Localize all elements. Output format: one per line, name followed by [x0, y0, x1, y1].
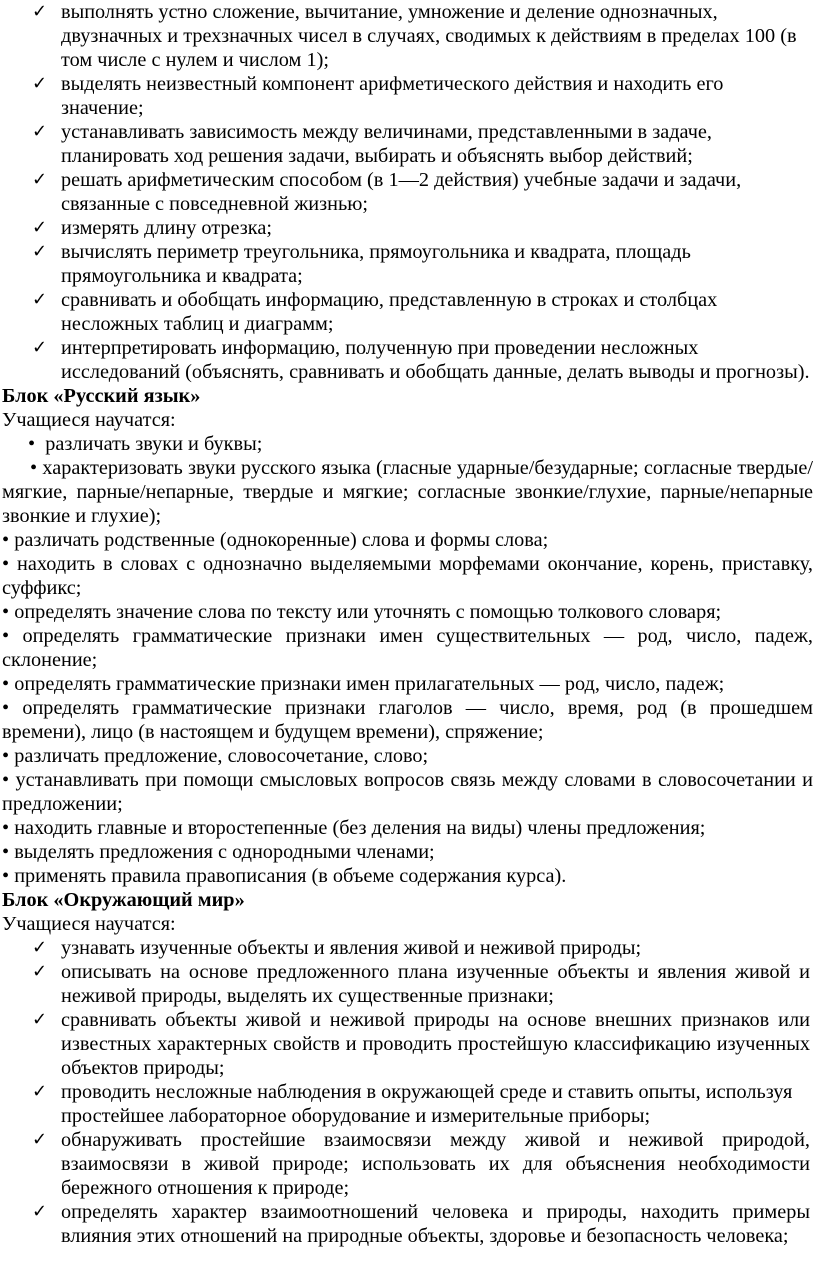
- check-mark-icon: ✓: [32, 961, 48, 982]
- bullet-icon: •: [2, 745, 10, 767]
- check-mark-icon: ✓: [32, 1081, 48, 1102]
- bullet-icon: •: [2, 625, 10, 647]
- check-mark-icon: ✓: [32, 1, 48, 22]
- check-mark-icon: ✓: [32, 1201, 48, 1222]
- section-heading-russian: Блок «Русский язык»: [2, 385, 201, 407]
- list-item: • различать звуки и буквы;: [28, 433, 263, 455]
- list-item: • применять правила правописания (в объеме содержания курса).: [2, 865, 567, 887]
- list-item: • находить главные и второстепенные (без деления на виды) члены предложения;: [2, 817, 706, 839]
- russian-skills-list: [0, 432, 816, 888]
- check-mark-icon: ✓: [32, 1129, 48, 1150]
- math-skills-list: [0, 0, 816, 384]
- list-item: • устанавливать при помощи смысловых вопросов связь между словами в словосочетании и предложении;: [2, 769, 813, 815]
- list-item: ✓ сравнивать объекты живой и неживой природы на основе внешних признаков или известных характерных свойств и проводить простейшую классификацию изученных объектов природы;: [32, 1009, 810, 1079]
- bullet-icon: •: [28, 433, 36, 455]
- check-mark-icon: ✓: [32, 937, 48, 958]
- check-mark-icon: ✓: [32, 1009, 48, 1030]
- check-mark-icon: ✓: [32, 289, 48, 310]
- list-item: • определять грамматические признаки глаголов — число, время, род (в прошедшем времени), лицо (в настоящем и будущем времени), спряжение;: [2, 697, 813, 743]
- list-item: • выделять предложения с однородными членами;: [2, 841, 435, 863]
- list-item: • определять грамматические признаки имен прилагательных — род, число, падеж;: [2, 673, 725, 695]
- bullet-icon: •: [30, 457, 38, 479]
- bullet-icon: •: [2, 841, 10, 863]
- section-intro-russian: Учащиеся научатся:: [2, 409, 176, 431]
- list-item: ✓ выделять неизвестный компонент арифметического действия и находить его значение;: [32, 73, 724, 119]
- list-item: ✓ обнаруживать простейшие взаимосвязи между живой и неживой природой, взаимосвязи в живой природе; использовать их для объяснения необходимости бережного отношения к природе;: [32, 1129, 810, 1199]
- list-item: ✓ измерять длину отрезка;: [32, 217, 272, 239]
- bullet-icon: •: [2, 697, 10, 719]
- bullet-icon: •: [2, 865, 10, 887]
- world-skills-list: [0, 936, 816, 1248]
- bullet-icon: •: [2, 601, 10, 623]
- list-item: ✓ вычислять периметр треугольника, прямоугольника и квадрата, площадь прямоугольника и квадрата;: [32, 241, 691, 287]
- list-item: ✓ узнавать изученные объекты и явления живой и неживой природы;: [32, 937, 642, 959]
- check-mark-icon: ✓: [32, 217, 48, 238]
- list-item: ✓ описывать на основе предложенного плана изученные объекты и явления живой и неживой природы, выделять их существенные признаки;: [32, 961, 810, 1007]
- check-mark-icon: ✓: [32, 121, 48, 142]
- list-item: ✓ устанавливать зависимость между величинами, представленными в задаче, планировать ход решения задачи, выбирать и объяснять выбор действий;: [32, 121, 712, 167]
- bullet-icon: •: [2, 529, 10, 551]
- list-item: ✓ определять характер взаимоотношений человека и природы, находить примеры влияния этих отношений на природные объекты, здоровье и безопасность человека;: [32, 1201, 810, 1247]
- list-item: • характеризовать звуки русского языка (гласные ударные/безударные; согласные твердые/мягкие, парные/непарные, твердые и мягкие; согласные звонкие/глухие, парные/непарные звонкие и глухие);: [2, 457, 813, 527]
- list-item: • определять значение слова по тексту или уточнять с помощью толкового словаря;: [2, 601, 722, 623]
- list-item: • различать предложение, словосочетание, слово;: [2, 745, 429, 767]
- check-mark-icon: ✓: [32, 337, 48, 358]
- section-heading-world: Блок «Окружающий мир»: [2, 889, 245, 911]
- list-item: ✓ интерпретировать информацию, полученную при проведении несложных исследований (объяснять, сравнивать и обобщать данные, делать выводы и прогнозы).: [32, 337, 810, 383]
- list-item: ✓ решать арифметическим способом (в 1—2 действия) учебные задачи и задачи, связанные с повседневной жизнью;: [32, 169, 742, 215]
- list-item: ✓ сравнивать и обобщать информацию, представленную в строках и столбцах несложных таблиц и диаграмм;: [32, 289, 718, 335]
- bullet-icon: •: [2, 553, 10, 575]
- list-item: • определять грамматические признаки имен существительных — род, число, падеж, склонение;: [2, 625, 814, 671]
- list-item: ✓ проводить несложные наблюдения в окружающей среде и ставить опыты, используя простейшее лабораторное оборудование и измерительные приборы;: [32, 1081, 793, 1127]
- bullet-icon: •: [2, 673, 10, 695]
- check-mark-icon: ✓: [32, 73, 48, 94]
- list-item: ✓ выполнять устно сложение, вычитание, умножение и деление однозначных, двузначных и трехзначных чисел в случаях, сводимых к действиям в пределах 100 (в том числе с нулем и числом 1);: [32, 1, 797, 71]
- bullet-icon: •: [2, 817, 10, 839]
- list-item: • различать родственные (однокоренные) слова и формы слова;: [2, 529, 549, 551]
- list-item: • находить в словах с однозначно выделяемыми морфемами окончание, корень, приставку, суффикс;: [2, 553, 813, 599]
- section-intro-world: Учащиеся научатся:: [2, 913, 176, 935]
- check-mark-icon: ✓: [32, 241, 48, 262]
- check-mark-icon: ✓: [32, 169, 48, 190]
- bullet-icon: •: [2, 769, 10, 791]
